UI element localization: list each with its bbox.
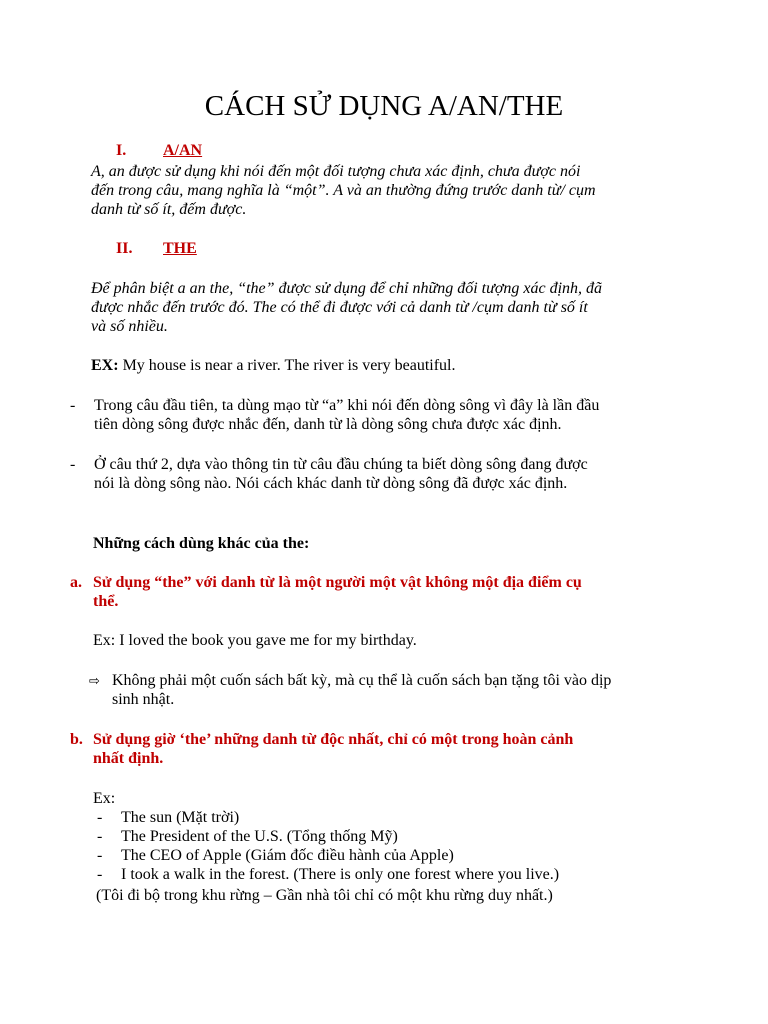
section-number: I.	[116, 142, 127, 159]
list-marker: b.	[70, 731, 83, 748]
section-paragraph-line: Để phân biệt a an the, “the” được sử dụng để chỉ những đối tượng xác định, đã	[91, 280, 603, 297]
dash-marker: -	[97, 866, 103, 883]
bullet-marker: -	[70, 397, 76, 414]
example-line	[91, 356, 456, 375]
example-label: EX:	[91, 357, 119, 374]
section-heading-the	[116, 239, 197, 259]
example-item: The CEO of Apple (Giám đốc điều hành của Apple)	[121, 847, 454, 864]
page-title: CÁCH SỬ DỤNG A/AN/THE	[204, 90, 564, 122]
section-title: THE	[163, 240, 197, 257]
dash-marker: -	[97, 847, 103, 864]
note-line: sinh nhật.	[112, 691, 175, 708]
bullet-line: Ở câu thứ 2, dựa vào thông tin từ câu đầu chúng ta biết dòng sông đang được	[94, 456, 588, 473]
example-text: My house is near a river. The river is very beautiful.	[118, 357, 456, 374]
example-item: The sun (Mặt trời)	[121, 809, 240, 826]
section-title: A/AN	[163, 142, 203, 159]
bullet-marker: -	[70, 456, 76, 473]
list-item-line: thể.	[93, 593, 119, 610]
list-item-line: Sử dụng “the” với danh từ là một người một vật không một địa điểm cụ	[93, 574, 582, 591]
dash-marker: -	[97, 828, 103, 845]
note-line: Không phải một cuốn sách bất kỳ, mà cụ thể là cuốn sách bạn tặng tôi vào dịp	[112, 672, 612, 689]
bullet-line: Trong câu đầu tiên, ta dùng mạo từ “a” khi nói đến dòng sông vì đây là lần đầu	[94, 397, 600, 414]
section-paragraph-line: và số nhiều.	[91, 318, 168, 335]
section-paragraph-line: được nhắc đến trước đó. The có thể đi được với cả danh từ /cụm danh từ số ít	[91, 299, 588, 316]
example-item: I took a walk in the forest. (There is only one forest where you live.)	[121, 866, 560, 883]
section-heading-a-an	[116, 141, 202, 161]
section-paragraph-line: đến trong câu, mang nghĩa là “một”. A và an thường đứng trước danh từ/ cụm	[91, 182, 596, 199]
closing-line: (Tôi đi bộ trong khu rừng – Gần nhà tôi chỉ có một khu rừng duy nhất.)	[96, 887, 553, 904]
list-item-line: nhất định.	[93, 750, 164, 767]
bullet-line: tiên dòng sông được nhắc đến, danh từ là dòng sông chưa được xác định.	[94, 416, 562, 433]
example-label: Ex:	[93, 790, 116, 807]
list-marker: a.	[70, 574, 82, 591]
section-paragraph-line: A, an được sử dụng khi nói đến một đối tượng chưa xác định, chưa được nói	[91, 163, 581, 180]
arrow-right-outline-icon: ⇨	[89, 674, 100, 689]
section-number: II.	[116, 240, 133, 257]
list-item-line: Sử dụng giờ ‘the’ những danh từ độc nhất, chỉ có một trong hoàn cảnh	[93, 731, 574, 748]
section-paragraph-line: danh từ số ít, đếm được.	[91, 201, 247, 218]
example-item: The President of the U.S. (Tổng thống Mỹ)	[121, 828, 398, 845]
example-line: Ex: I loved the book you gave me for my birthday.	[93, 632, 417, 649]
bullet-line: nói là dòng sông nào. Nói cách khác danh từ dòng sông đã được xác định.	[94, 475, 568, 492]
dash-marker: -	[97, 809, 103, 826]
other-uses-heading: Những cách dùng khác của the:	[93, 535, 310, 552]
